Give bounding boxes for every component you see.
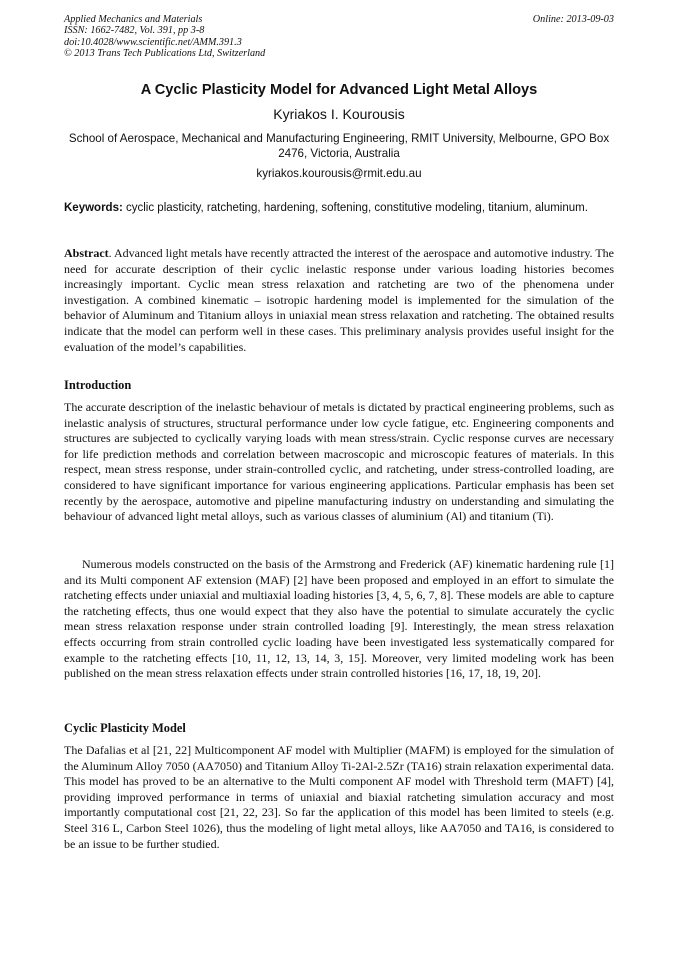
- author-affiliation: School of Aerospace, Mechanical and Manufacturing Engineering, RMIT University, Melbourne, GPO Box 2476, Victoria, Australia: [68, 132, 610, 160]
- keywords-label: Keywords:: [64, 202, 123, 214]
- abstract-label: Abstract: [64, 246, 109, 260]
- introduction-paragraph-1: The accurate description of the inelastic behaviour of metals is dictated by practical engineering problems, such as inelastic analysis of structures, structural performance under low cycle fatigue, etc. Engineering components and structures are subjected to cyclically varying loads with mean stress/strain. Cyclic response curves are necessary for life prediction methods and correlation between macroscopic and microscopic features of materials. In this respect, mean stress response, under strain-controlled cyclic, and ratcheting, under stress-controlled loading, are considered to have significant importance for various engineering applications. Particular emphasis has been set recently by the aerospace, automotive and pipeline manufacturing industry on understanding and simulating the behaviour of advanced light metal alloys, such as various classes of aluminium (Al) and titanium (Ti).: [64, 400, 614, 524]
- cyclic-plasticity-model-heading: Cyclic Plasticity Model: [64, 721, 186, 735]
- abstract-text: . Advanced light metals have recently attracted the interest of the aerospace and automotive industry. The need for accurate description of their cyclic inelastic response under various loading histories becomes increasingly important. Cyclic mean stress relaxation and ratcheting are two of the phenomena under investigation. A combined kinematic – isotropic hardening model is implemented for the simulation of the behavior of Aluminum and Titanium alloys in uniaxial mean stress relaxation and ratcheting. The obtained results indicate that the model can perform well in these cases. This preliminary analysis provides useful insight for the evaluation of the model’s capabilities.: [64, 246, 614, 354]
- journal-name: Applied Mechanics and Materials: [64, 14, 203, 25]
- introduction-heading: Introduction: [64, 378, 132, 392]
- cyclic-plasticity-model-paragraph: The Dafalias et al [21, 22] Multicomponent AF model with Multiplier (MAFM) is employed for the simulation of the Aluminum Alloy 7050 (AA7050) and Titanium Alloy Ti-2Al-2.5Zr (TA16) strain relaxation experimental data. This model has proved to be an alternative to the Multi component AF model with Threshold term (MAFT) [4], providing improved performance in terms of uniaxial and biaxial ratcheting simulation accuracy and most importantly computational cost [21, 22, 23]. So far the application of this model has been limited to steels (e.g. Steel 316 L, Carbon Steel 1026), thus the modeling of light metal alloys, like AA7050 and TA16, is considered to be an issue to be further studied.: [64, 743, 614, 851]
- paper-title: A Cyclic Plasticity Model for Advanced Light Metal Alloys: [140, 82, 538, 98]
- introduction-paragraph-2: Numerous models constructed on the basis of the Armstrong and Frederick (AF) kinematic hardening rule [1] and its Multi component AF extension (MAF) [2] have been proposed and employed in an effort to simulate the ratcheting effects under uniaxial and multiaxial loading histories [3, 4, 5, 6, 7, 8]. These models are able to capture the ratcheting effects, thus one would expect that they also have the potential to simulate accurately the cyclic mean stress relaxation response under strain controlled loading [9]. Interestingly, the mean stress relaxation effects occurring from strain controlled cyclic loading have been investigated less systematically compared for example to the ratcheting effects [10, 11, 12, 13, 14, 3, 15]. Moreover, very limited modeling work has been published on the mean stress relaxation effects under strain controlled histories [16, 17, 18, 19, 20].: [64, 557, 614, 681]
- author-email[interactable]: kyriakos.kourousis@rmit.edu.au: [256, 167, 422, 180]
- abstract: [64, 246, 614, 355]
- online-date: Online: 2013-09-03: [532, 14, 614, 25]
- issn-line: ISSN: 1662-7482, Vol. 391, pp 3-8: [64, 25, 205, 37]
- journal-header: [64, 14, 265, 60]
- keywords-text: cyclic plasticity, ratcheting, hardening, softening, constitutive modeling, titanium, aluminum.: [122, 202, 588, 214]
- keywords: [64, 201, 614, 217]
- author-name: Kyriakos I. Kourousis: [273, 106, 405, 122]
- doi-line: doi:10.4028/www.scientific.net/AMM.391.3: [64, 36, 242, 48]
- copyright-line: © 2013 Trans Tech Publications Ltd, Switzerland: [64, 48, 266, 60]
